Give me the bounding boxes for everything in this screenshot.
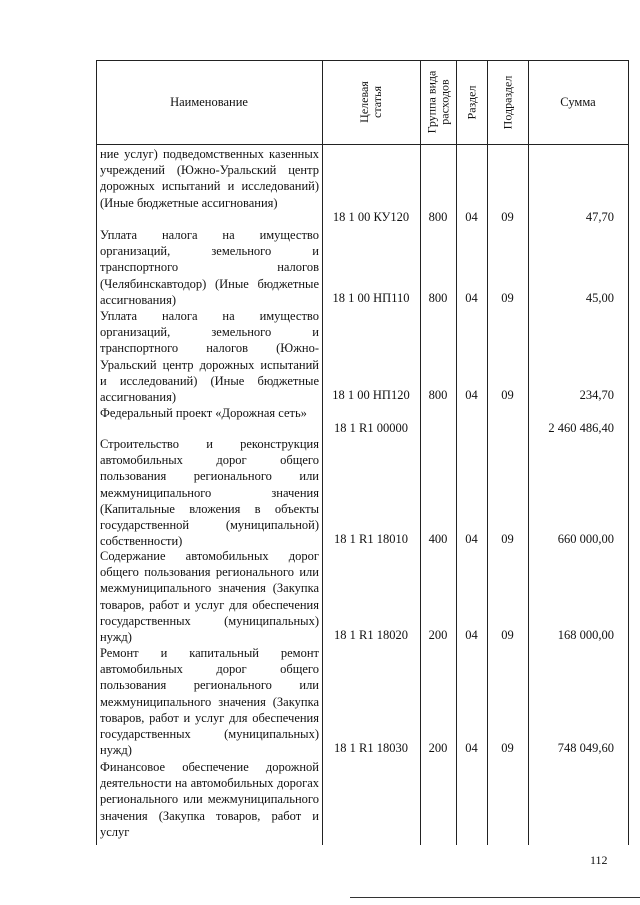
header-target-item-line2: статья <box>369 86 384 118</box>
header-target-item <box>322 60 420 144</box>
column-divider-subsection <box>487 60 488 845</box>
table-border-right <box>628 60 629 845</box>
row-sum: 47,70 <box>585 210 614 224</box>
column-divider-sum <box>528 60 529 845</box>
row-group: 200 <box>428 628 448 642</box>
column-divider-section <box>456 60 457 845</box>
row-section: 04 <box>465 388 478 402</box>
footer-rule <box>350 897 640 898</box>
row-code: 18 1 R1 18020 <box>334 628 408 642</box>
row-sum: 45,00 <box>585 291 614 305</box>
row-group: 400 <box>428 532 448 546</box>
header-section-label: Раздел <box>464 85 479 119</box>
row-group: 800 <box>428 291 448 305</box>
header-name: Наименование <box>170 94 248 109</box>
column-divider-group <box>420 60 421 845</box>
row-group: 800 <box>428 388 448 402</box>
row-group: 200 <box>428 741 448 755</box>
row-code: 18 1 00 НП120 <box>332 388 410 402</box>
row-subsection: 09 <box>501 532 514 546</box>
row-section: 04 <box>465 210 478 224</box>
row-section: 04 <box>465 291 478 305</box>
row-sum: 168 000,00 <box>557 628 614 642</box>
header-subsection-label: Подраздел <box>500 75 515 129</box>
row-sum: 748 049,60 <box>557 741 614 755</box>
row-name: Уплата налога на имущество организаций, земельного и транспортного налогов (Челябинскавтодор) (Иные бюджетные ассигнования) <box>100 228 319 307</box>
row-group: 800 <box>428 210 448 224</box>
row-subsection: 09 <box>501 291 514 305</box>
row-code: 18 1 R1 18030 <box>334 741 408 755</box>
row-code: 18 1 R1 18010 <box>334 532 408 546</box>
row-section: 04 <box>465 532 478 546</box>
row-sum: 234,70 <box>579 388 614 402</box>
row-subsection: 09 <box>501 628 514 642</box>
row-subsection: 09 <box>501 741 514 755</box>
header-expense-group-line1: Группа вида <box>424 70 438 134</box>
row-code: 18 1 00 НП110 <box>332 291 410 305</box>
column-divider-code <box>322 60 323 845</box>
page-number: 112 <box>590 853 608 867</box>
row-name: Уплата налога на имущество организаций, земельного и транспортного налогов (Южно-Уральский центр дорожных испытаний и исследований) (Иные бюджетные ассигнования) <box>100 309 319 405</box>
row-code: 18 1 00 КУ120 <box>332 210 410 224</box>
header-bottom-border <box>96 144 629 145</box>
row-name: ние услуг) подведомственных казенных учреждений (Южно-Уральский центр дорожных испытаний и исследований) (Иные бюджетные ассигнования) <box>100 147 319 210</box>
header-target-item-line1: Целевая <box>356 81 371 123</box>
header-expense-group <box>420 60 456 144</box>
row-name: Строительство и реконструкция автомобильных дорог общего пользования регионального или межмуниципального значения (Капитальные вложения в объекты государственной (муниципальной) собственности) <box>100 437 319 549</box>
row-subsection: 09 <box>501 388 514 402</box>
row-name: Содержание автомобильных дорог общего пользования регионального или межмуниципального значения (Закупка товаров, работ и услуг для обеспечения государственных (муниципальных) нужд) <box>100 549 319 645</box>
row-name: Федеральный проект «Дорожная сеть» <box>100 406 307 420</box>
row-name: Ремонт и капитальный ремонт автомобильных дорог общего пользования регионального или межмуниципального значения (Закупка товаров, работ и услуг для обеспечения государственных (муниципальных) нужд) <box>100 646 319 758</box>
row-section: 04 <box>465 628 478 642</box>
header-subsection <box>487 60 528 144</box>
header-sum: Сумма <box>560 94 596 109</box>
table-border-left <box>96 60 97 845</box>
row-sum: 2 460 486,40 <box>548 421 614 435</box>
row-code: 18 1 R1 00000 <box>334 421 408 435</box>
header-section <box>456 60 487 144</box>
header-expense-group-line2: расходов <box>437 79 451 125</box>
row-subsection: 09 <box>501 210 514 224</box>
row-sum: 660 000,00 <box>557 532 614 546</box>
row-section: 04 <box>465 741 478 755</box>
row-name: Финансовое обеспечение дорожной деятельности на автомобильных дорогах регионального или межмуниципального значения (Закупка товаров, работ и услуг <box>100 760 319 839</box>
